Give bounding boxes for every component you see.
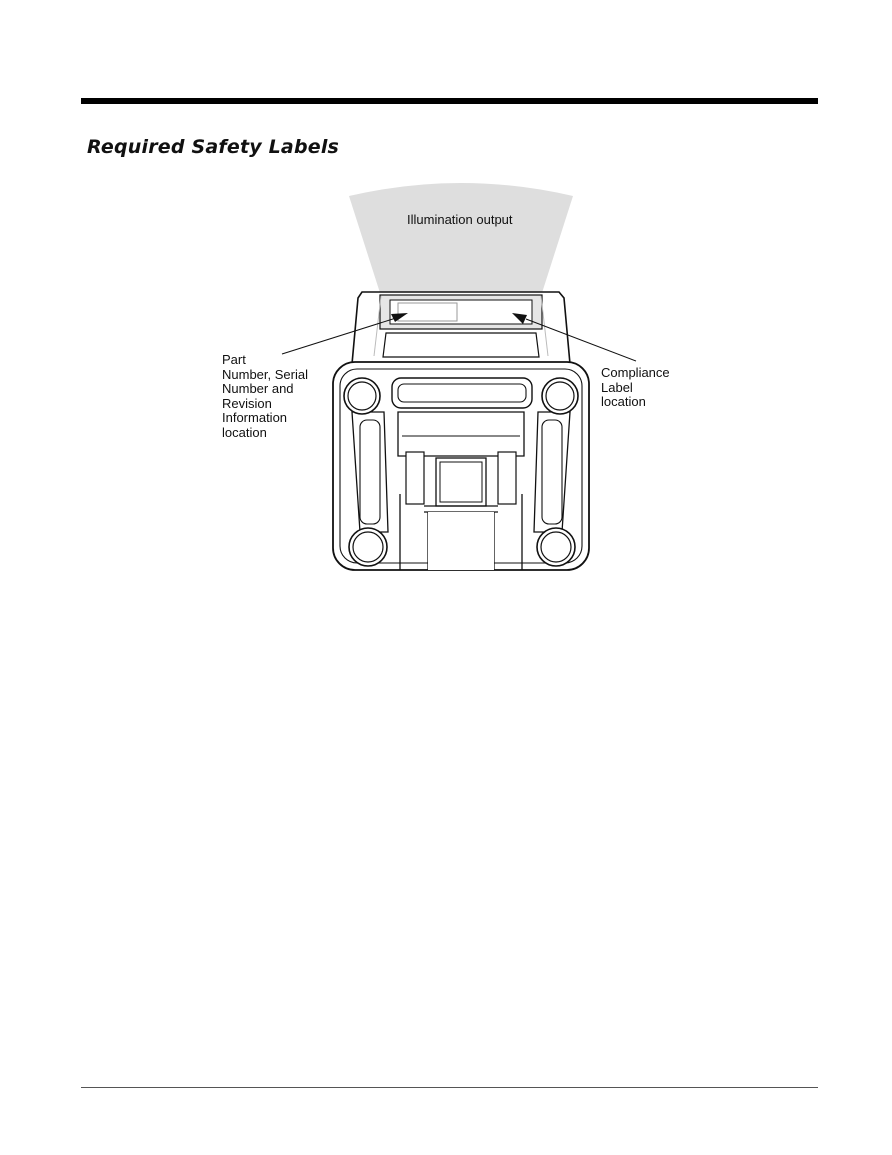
bumper-bottom-right [537, 528, 575, 566]
part-number-label-area [398, 303, 457, 321]
top-slot [392, 378, 532, 408]
bumper-bottom-left [349, 528, 387, 566]
bumper-top-left [344, 378, 380, 414]
bottom-rule [81, 1087, 818, 1088]
center-cradle [398, 412, 524, 456]
connector [436, 458, 486, 506]
part-number-callout: Part Number, Serial Number and Revision Information location [222, 352, 308, 440]
compliance-label-callout: Compliance Label location [601, 365, 670, 409]
illumination-output-label: Illumination output [407, 212, 513, 227]
section-title: Required Safety Labels [87, 136, 340, 158]
illumination-cone [349, 183, 573, 296]
bumper-top-right [542, 378, 578, 414]
